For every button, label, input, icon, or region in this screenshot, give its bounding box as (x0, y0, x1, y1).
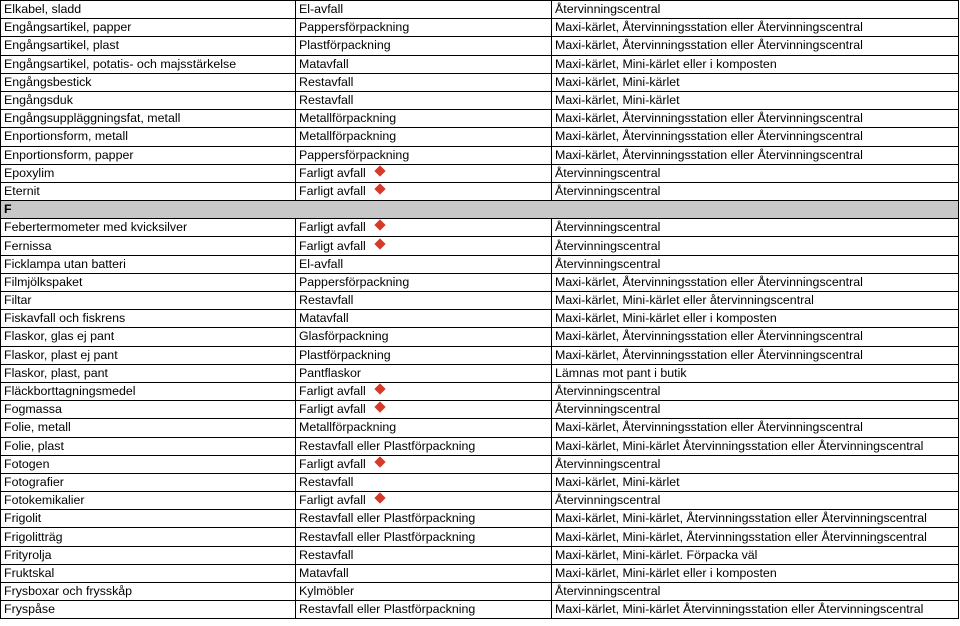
waste-category: Restavfall (299, 547, 354, 562)
item-cell (1, 128, 296, 146)
disposal-location: Maxi-kärlet, Mini-kärlet Återvinningsstation eller Återvinningscentral (555, 438, 924, 453)
disposal-location: Återvinningscentral (555, 402, 661, 417)
disposal-cell (552, 346, 959, 364)
disposal-cell (552, 492, 959, 510)
item-cell (1, 473, 296, 491)
item-cell (1, 382, 296, 400)
item-name: Filtar (4, 293, 32, 308)
item-cell (1, 255, 296, 273)
table-row (1, 19, 959, 37)
item-name: Engångsduk (4, 93, 73, 108)
category-cell (296, 164, 552, 182)
disposal-location: Maxi-kärlet, Återvinningsstation eller Återvinningscentral (555, 147, 863, 162)
item-cell (1, 19, 296, 37)
item-cell (1, 546, 296, 564)
disposal-location: Återvinningscentral (555, 584, 661, 599)
disposal-location: Återvinningscentral (555, 238, 661, 253)
disposal-cell (552, 237, 959, 255)
category-cell (296, 437, 552, 455)
waste-category: Matavfall (299, 311, 349, 326)
item-name: Flaskor, plast ej pant (4, 347, 118, 362)
table-row (1, 255, 959, 273)
category-cell (296, 492, 552, 510)
table-row (1, 110, 959, 128)
item-name: Frysboxar och frysskåp (4, 584, 133, 599)
category-cell (296, 310, 552, 328)
disposal-location: Lämnas mot pant i butik (555, 365, 687, 380)
disposal-cell (552, 437, 959, 455)
disposal-cell (552, 546, 959, 564)
section-letter: F (1, 201, 959, 219)
disposal-location: Återvinningscentral (555, 165, 661, 180)
hazard-diamond-icon (374, 492, 385, 503)
table-row (1, 455, 959, 473)
disposal-location: Maxi-kärlet, Mini-kärlet, Återvinningsstation eller Återvinningscentral (555, 511, 927, 526)
item-name: Fotokemikalier (4, 493, 85, 508)
waste-category: Restavfall eller Plastförpackning (299, 438, 476, 453)
disposal-cell (552, 364, 959, 382)
disposal-location: Maxi-kärlet, Återvinningsstation eller Återvinningscentral (555, 420, 863, 435)
item-name: Febertermometer med kvicksilver (4, 220, 188, 235)
table-row (1, 55, 959, 73)
table-row (1, 164, 959, 182)
item-name: Elkabel, sladd (4, 2, 82, 17)
category-cell (296, 346, 552, 364)
item-cell (1, 583, 296, 601)
table-row (1, 219, 959, 237)
section-header-row (1, 201, 959, 219)
waste-category: Pappersförpackning (299, 147, 410, 162)
item-name: Engångsartikel, potatis- och majsstärkelse (4, 56, 237, 71)
disposal-location: Maxi-kärlet, Återvinningsstation eller Återvinningscentral (555, 20, 863, 35)
table-row (1, 91, 959, 109)
disposal-location: Maxi-kärlet, Mini-kärlet Återvinningsstation eller Återvinningscentral (555, 602, 924, 617)
category-cell (296, 564, 552, 582)
disposal-location: Återvinningscentral (555, 493, 661, 508)
disposal-location: Maxi-kärlet, Återvinningsstation eller Återvinningscentral (555, 274, 863, 289)
disposal-cell (552, 37, 959, 55)
disposal-location: Återvinningscentral (555, 256, 661, 271)
item-cell (1, 273, 296, 291)
disposal-location: Maxi-kärlet, Mini-kärlet (555, 74, 680, 89)
item-cell (1, 328, 296, 346)
disposal-location: Maxi-kärlet, Mini-kärlet, Återvinningsstation eller Återvinningscentral (555, 529, 927, 544)
hazard-diamond-icon (374, 183, 385, 194)
table-row (1, 382, 959, 400)
waste-category: Pantflaskor (299, 365, 361, 380)
item-name: Eternit (4, 183, 40, 198)
item-cell (1, 601, 296, 619)
category-cell (296, 237, 552, 255)
waste-category: Kylmöbler (299, 584, 355, 599)
category-cell (296, 37, 552, 55)
table-row (1, 37, 959, 55)
item-name: Fiskavfall och fiskrens (4, 311, 126, 326)
item-name: Folie, metall (4, 420, 71, 435)
table-row (1, 128, 959, 146)
table-row (1, 328, 959, 346)
disposal-location: Återvinningscentral (555, 220, 661, 235)
disposal-cell (552, 73, 959, 91)
item-name: Engångsartikel, plast (4, 38, 120, 53)
disposal-cell (552, 19, 959, 37)
hazard-diamond-icon (374, 220, 385, 231)
item-cell (1, 182, 296, 200)
table-row (1, 292, 959, 310)
category-cell (296, 401, 552, 419)
waste-category: Restavfall (299, 293, 354, 308)
category-cell (296, 292, 552, 310)
waste-category: Farligt avfall (299, 493, 366, 508)
item-name: Fryspåse (4, 602, 55, 617)
item-name: Engångsartikel, papper (4, 20, 132, 35)
waste-category: Restavfall eller Plastförpackning (299, 511, 476, 526)
disposal-cell (552, 510, 959, 528)
item-cell (1, 364, 296, 382)
disposal-cell (552, 564, 959, 582)
disposal-location: Maxi-kärlet, Mini-kärlet eller i komposten (555, 565, 777, 580)
category-cell (296, 110, 552, 128)
disposal-cell (552, 55, 959, 73)
table-row (1, 473, 959, 491)
disposal-cell (552, 110, 959, 128)
category-cell (296, 328, 552, 346)
category-cell (296, 128, 552, 146)
item-name: Frigolitträg (4, 529, 63, 544)
waste-category: Glasförpackning (299, 329, 389, 344)
table-row (1, 546, 959, 564)
disposal-location: Maxi-kärlet, Återvinningsstation eller Återvinningscentral (555, 329, 863, 344)
category-cell (296, 510, 552, 528)
disposal-location: Återvinningscentral (555, 183, 661, 198)
item-cell (1, 492, 296, 510)
waste-category: Restavfall eller Plastförpackning (299, 529, 476, 544)
category-cell (296, 473, 552, 491)
disposal-cell (552, 601, 959, 619)
category-cell (296, 182, 552, 200)
item-cell (1, 55, 296, 73)
category-cell (296, 255, 552, 273)
table-body (1, 1, 959, 619)
waste-category: Plastförpackning (299, 38, 391, 53)
table-row (1, 310, 959, 328)
disposal-cell (552, 292, 959, 310)
item-name: Enportionsform, metall (4, 129, 128, 144)
waste-category: Pappersförpackning (299, 274, 410, 289)
item-cell (1, 310, 296, 328)
disposal-cell (552, 382, 959, 400)
category-cell (296, 219, 552, 237)
waste-category: Restavfall eller Plastförpackning (299, 602, 476, 617)
category-cell (296, 601, 552, 619)
item-cell (1, 564, 296, 582)
waste-category: Farligt avfall (299, 402, 366, 417)
table-row (1, 528, 959, 546)
category-cell (296, 19, 552, 37)
hazard-diamond-icon (374, 456, 385, 467)
disposal-location: Maxi-kärlet, Mini-kärlet. Förpacka väl (555, 547, 758, 562)
table-row (1, 1, 959, 19)
disposal-location: Maxi-kärlet, Mini-kärlet (555, 93, 680, 108)
item-cell (1, 437, 296, 455)
item-cell (1, 510, 296, 528)
item-cell (1, 528, 296, 546)
hazard-diamond-icon (374, 402, 385, 413)
table-row (1, 437, 959, 455)
item-cell (1, 73, 296, 91)
disposal-cell (552, 328, 959, 346)
category-cell (296, 1, 552, 19)
item-cell (1, 219, 296, 237)
disposal-cell (552, 1, 959, 19)
disposal-cell (552, 164, 959, 182)
item-name: Fotografier (4, 474, 64, 489)
disposal-cell (552, 128, 959, 146)
disposal-cell (552, 273, 959, 291)
table-row (1, 401, 959, 419)
waste-category: Farligt avfall (299, 220, 366, 235)
item-cell (1, 1, 296, 19)
item-name: Fogmassa (4, 402, 62, 417)
item-name: Flaskor, glas ej pant (4, 329, 115, 344)
category-cell (296, 55, 552, 73)
table-row (1, 583, 959, 601)
table-row (1, 564, 959, 582)
table-row (1, 601, 959, 619)
item-cell (1, 401, 296, 419)
item-name: Epoxylim (4, 165, 55, 180)
disposal-cell (552, 219, 959, 237)
item-cell (1, 346, 296, 364)
item-cell (1, 237, 296, 255)
waste-category: Metallförpackning (299, 420, 397, 435)
disposal-cell (552, 583, 959, 601)
category-cell (296, 364, 552, 382)
category-cell (296, 91, 552, 109)
table-row (1, 237, 959, 255)
category-cell (296, 583, 552, 601)
item-cell (1, 37, 296, 55)
item-cell (1, 455, 296, 473)
disposal-cell (552, 310, 959, 328)
waste-category: Restavfall (299, 93, 354, 108)
table-row (1, 346, 959, 364)
disposal-location: Återvinningscentral (555, 456, 661, 471)
waste-category: Metallförpackning (299, 129, 397, 144)
item-name: Fernissa (4, 238, 52, 253)
item-name: Enportionsform, papper (4, 147, 134, 162)
category-cell (296, 273, 552, 291)
item-name: Frigolit (4, 511, 42, 526)
disposal-location: Maxi-kärlet, Mini-kärlet eller i komposten (555, 311, 777, 326)
waste-category: Farligt avfall (299, 183, 366, 198)
disposal-location: Maxi-kärlet, Mini-kärlet eller i komposten (555, 56, 777, 71)
item-name: Ficklampa utan batteri (4, 256, 126, 271)
item-cell (1, 419, 296, 437)
item-name: Filmjölkspaket (4, 274, 83, 289)
disposal-location: Maxi-kärlet, Mini-kärlet eller återvinningscentral (555, 293, 814, 308)
item-cell (1, 292, 296, 310)
disposal-location: Maxi-kärlet, Återvinningsstation eller Återvinningscentral (555, 129, 863, 144)
disposal-cell (552, 401, 959, 419)
category-cell (296, 146, 552, 164)
disposal-cell (552, 419, 959, 437)
waste-category: Matavfall (299, 565, 349, 580)
table-row (1, 182, 959, 200)
disposal-cell (552, 91, 959, 109)
table-row (1, 510, 959, 528)
category-cell (296, 546, 552, 564)
table-row (1, 273, 959, 291)
disposal-cell (552, 455, 959, 473)
waste-category: El-avfall (299, 256, 344, 271)
disposal-cell (552, 528, 959, 546)
disposal-location: Återvinningscentral (555, 384, 661, 399)
waste-category: Farligt avfall (299, 165, 366, 180)
item-name: Engångsuppläggningsfat, metall (4, 111, 181, 126)
disposal-cell (552, 473, 959, 491)
disposal-location: Maxi-kärlet, Återvinningsstation eller Återvinningscentral (555, 38, 863, 53)
item-name: Flaskor, plast, pant (4, 365, 108, 380)
waste-category: Farligt avfall (299, 238, 366, 253)
waste-category: Restavfall (299, 474, 354, 489)
table-row (1, 364, 959, 382)
category-cell (296, 455, 552, 473)
disposal-cell (552, 182, 959, 200)
category-cell (296, 528, 552, 546)
item-cell (1, 91, 296, 109)
disposal-cell (552, 146, 959, 164)
table-row (1, 419, 959, 437)
item-name: Engångsbestick (4, 74, 92, 89)
item-name: Fotogen (4, 456, 50, 471)
disposal-cell (552, 255, 959, 273)
waste-category: Farligt avfall (299, 384, 366, 399)
waste-category: El-avfall (299, 2, 344, 17)
item-name: Folie, plast (4, 438, 64, 453)
category-cell (296, 73, 552, 91)
table-row (1, 73, 959, 91)
item-cell (1, 146, 296, 164)
disposal-location: Återvinningscentral (555, 2, 661, 17)
table-row (1, 146, 959, 164)
item-name: Fruktskal (4, 565, 55, 580)
category-cell (296, 419, 552, 437)
category-cell (296, 382, 552, 400)
table-row (1, 492, 959, 510)
waste-category: Matavfall (299, 56, 349, 71)
waste-category: Farligt avfall (299, 456, 366, 471)
waste-category: Pappersförpackning (299, 20, 410, 35)
disposal-location: Maxi-kärlet, Återvinningsstation eller Återvinningscentral (555, 347, 863, 362)
item-name: Frityrolja (4, 547, 52, 562)
item-cell (1, 110, 296, 128)
waste-category: Restavfall (299, 74, 354, 89)
disposal-location: Maxi-kärlet, Mini-kärlet (555, 474, 680, 489)
item-name: Fläckborttagningsmedel (4, 384, 136, 399)
hazard-diamond-icon (374, 238, 385, 249)
item-cell (1, 164, 296, 182)
hazard-diamond-icon (374, 165, 385, 176)
disposal-location: Maxi-kärlet, Återvinningsstation eller Återvinningscentral (555, 111, 863, 126)
waste-category: Plastförpackning (299, 347, 391, 362)
waste-category: Metallförpackning (299, 111, 397, 126)
hazard-diamond-icon (374, 383, 385, 394)
